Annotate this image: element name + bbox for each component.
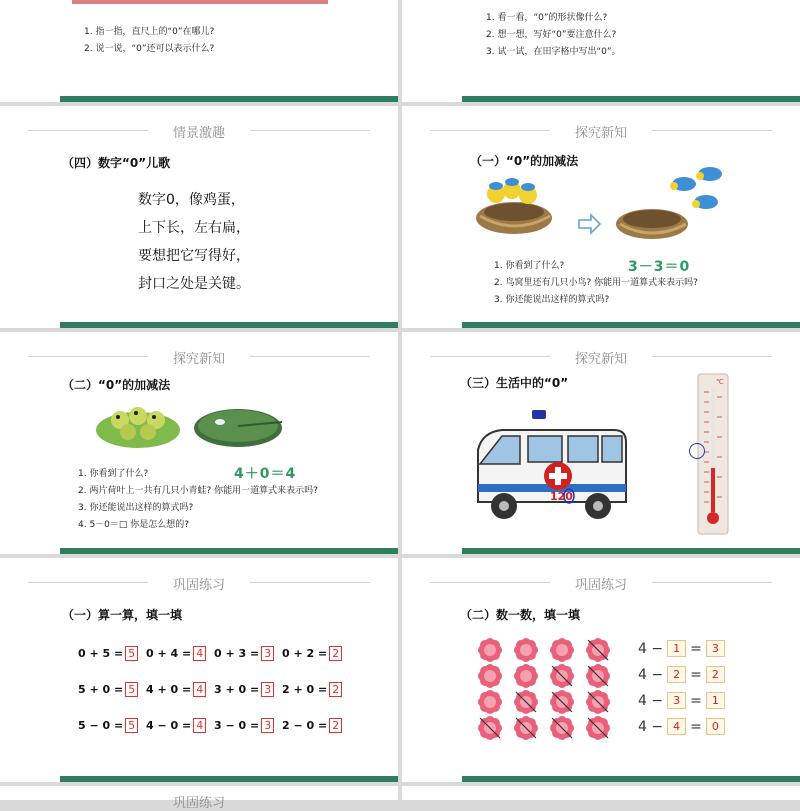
slide-next-partial [0,786,398,811]
question: 3. 试一试，在田字格中写出“0”。 [486,47,621,57]
slide-header: 探究新知 [172,352,225,367]
slide-ruler-questions [0,0,398,102]
rhyme-text [138,186,250,298]
calc-expression: 4 − 0 = [146,719,192,732]
flower-icon [478,690,502,714]
nest-illustration [474,162,794,244]
slide-header: 巩固练习 [172,796,225,811]
flower-icon [478,716,502,740]
slide-header: 情景激趣 [172,126,225,141]
calc-expression: 2 + 0 = [282,683,328,696]
equation-left: 4 − [638,718,664,735]
slide-zero-in-life [402,332,800,554]
calc-item [282,682,342,697]
empty-nest-icon [616,209,688,239]
calc-item [214,682,274,697]
calc-item [282,718,342,733]
calc-expression: 4 + 0 = [146,683,192,696]
empty-lily-pad-icon [194,409,282,447]
count-equation [638,640,729,657]
count-equation [638,692,729,709]
answer-box[interactable]: 5 [125,646,138,661]
answer-box[interactable]: 3 [261,718,274,733]
rhyme-line: 封口之处是关键。 [138,276,250,292]
arrow-right-icon [579,215,600,233]
equation: 3－3＝0 [628,259,691,275]
ambulance-number: 120 [550,490,573,503]
calc-expression: 0 + 5 = [78,647,124,660]
slide-bird-nest [402,106,800,328]
rhyme-line: 要想把它写得好， [138,248,250,264]
calc-item [214,718,274,733]
subtrahend-box[interactable]: 2 [667,666,686,683]
subtrahend-box[interactable]: 3 [667,692,686,709]
slide-zero-shape-questions [402,0,800,102]
flower-icon [514,638,538,662]
thermometer-unit: ℃ [716,378,724,386]
question-list [486,10,621,61]
answer-box[interactable]: 5 [125,718,138,733]
calc-item [78,718,138,733]
flower-icon [586,638,610,662]
question-list [494,258,698,309]
nest-with-birds-icon [476,178,552,234]
answer-box[interactable]: 2 [329,646,342,661]
calc-item [214,646,274,661]
question: 2. 鸟窝里还有几只小鸟? 你能用一道算式来表示吗? [494,278,698,288]
flower-icon [550,638,574,662]
equals-sign: = [690,692,702,709]
slide-header: 巩固练习 [574,578,627,593]
question: 3. 你还能说出这样的算式吗? [494,295,610,305]
question: 1. 你看到了什么? [78,469,149,479]
flower-icon [478,664,502,688]
question: 1. 看一看，“0”的形状像什么? [486,13,608,23]
flower-icon [550,664,574,688]
slide-next-partial-right [402,786,800,800]
calc-expression: 2 − 0 = [282,719,328,732]
slide-footer-bar [462,322,800,328]
equals-sign: = [690,718,702,735]
equals-sign: = [690,666,702,683]
zero-mark-circle [689,443,705,459]
slide-calc-exercise [0,558,398,782]
equation-left: 4 − [638,692,664,709]
ambulance-icon [472,406,632,526]
count-equation [638,666,729,683]
equation: 4＋0＝4 [234,466,297,482]
slide-footer-bar [60,548,398,554]
slide-footer-bar [462,776,800,782]
calc-expression: 5 + 0 = [78,683,124,696]
equation-left: 4 − [638,666,664,683]
slide-heading: （二）“0”的加减法 [62,378,171,392]
slide-header: 探究新知 [574,352,627,367]
calc-item [146,718,206,733]
slide-heading: （一）算一算，填一填 [62,608,183,622]
calc-expression: 5 − 0 = [78,719,124,732]
subtrahend-box[interactable]: 4 [667,718,686,735]
flower-icon [514,716,538,740]
question: 2. 想一想，写好“0”要注意什么? [486,30,617,40]
slide-count-exercise [402,558,800,782]
slide-heading: （三）生活中的“0” [460,376,569,390]
slide-footer-bar [60,96,398,102]
question-list [78,466,318,534]
question: 4. 5－0＝□ 你是怎么想的? [78,520,190,530]
calc-expression: 3 + 0 = [214,683,260,696]
answer-box[interactable]: 0 [706,718,725,735]
calc-expression: 0 + 4 = [146,647,192,660]
calc-item [146,646,206,661]
flower-grid [472,636,622,746]
answer-box[interactable]: 2 [329,718,342,733]
calc-item [282,646,342,661]
answer-box[interactable]: 4 [193,646,206,661]
flower-icon [550,716,574,740]
slide-footer-bar [60,776,398,782]
flower-icon [586,690,610,714]
flower-icon [550,690,574,714]
answer-box[interactable]: 2 [706,666,725,683]
flower-icon [586,664,610,688]
question-list [84,24,214,58]
calc-item [146,682,206,697]
slide-frogs [0,332,398,554]
flower-icon [514,690,538,714]
equals-sign: = [690,640,702,657]
slide-footer-bar [462,548,800,554]
question: 1. 你看到了什么? [494,261,565,271]
rhyme-line: 数字0，像鸡蛋， [138,192,245,208]
answer-box[interactable]: 3 [261,646,274,661]
slide-zero-rhyme [0,106,398,328]
rhyme-line: 上下长，左右扁， [138,220,250,236]
slide-header: 巩固练习 [172,578,225,593]
question: 1. 指一指，直尺上的“0”在哪儿? [84,27,215,37]
answer-box[interactable]: 3 [261,682,274,697]
flower-icon [586,716,610,740]
calc-item [78,646,138,661]
slide-footer-bar [462,96,800,102]
lily-pads-illustration [96,398,296,454]
question: 2. 说一说，“0”还可以表示什么? [84,44,215,54]
answer-box[interactable]: 4 [193,682,206,697]
slide-heading: （四）数字“0”儿歌 [62,156,171,170]
calc-expression: 0 + 3 = [214,647,260,660]
equation-left: 4 − [638,640,664,657]
flower-icon [514,664,538,688]
answer-box[interactable]: 5 [125,682,138,697]
slide-header: 探究新知 [574,126,627,141]
count-equation [638,718,729,735]
answer-box[interactable]: 4 [193,718,206,733]
answer-box[interactable]: 2 [329,682,342,697]
flying-birds-icon [670,167,722,209]
slide-footer-bar [60,322,398,328]
question: 3. 你还能说出这样的算式吗? [78,503,194,513]
lily-pad-with-frogs-icon [96,407,180,448]
slide-heading: （一）“0”的加减法 [470,154,579,168]
calc-expression: 3 − 0 = [214,719,260,732]
slide-heading: （二）数一数，填一填 [460,608,581,622]
answer-box[interactable]: 1 [706,692,725,709]
ruler-edge [72,0,328,4]
subtrahend-box[interactable]: 1 [667,640,686,657]
flower-icon [478,638,502,662]
calc-item [78,682,138,697]
question: 2. 两片荷叶上一共有几只小青蛙? 你能用一道算式来表示吗? [78,486,318,496]
answer-box[interactable]: 3 [706,640,725,657]
calc-expression: 0 + 2 = [282,647,328,660]
